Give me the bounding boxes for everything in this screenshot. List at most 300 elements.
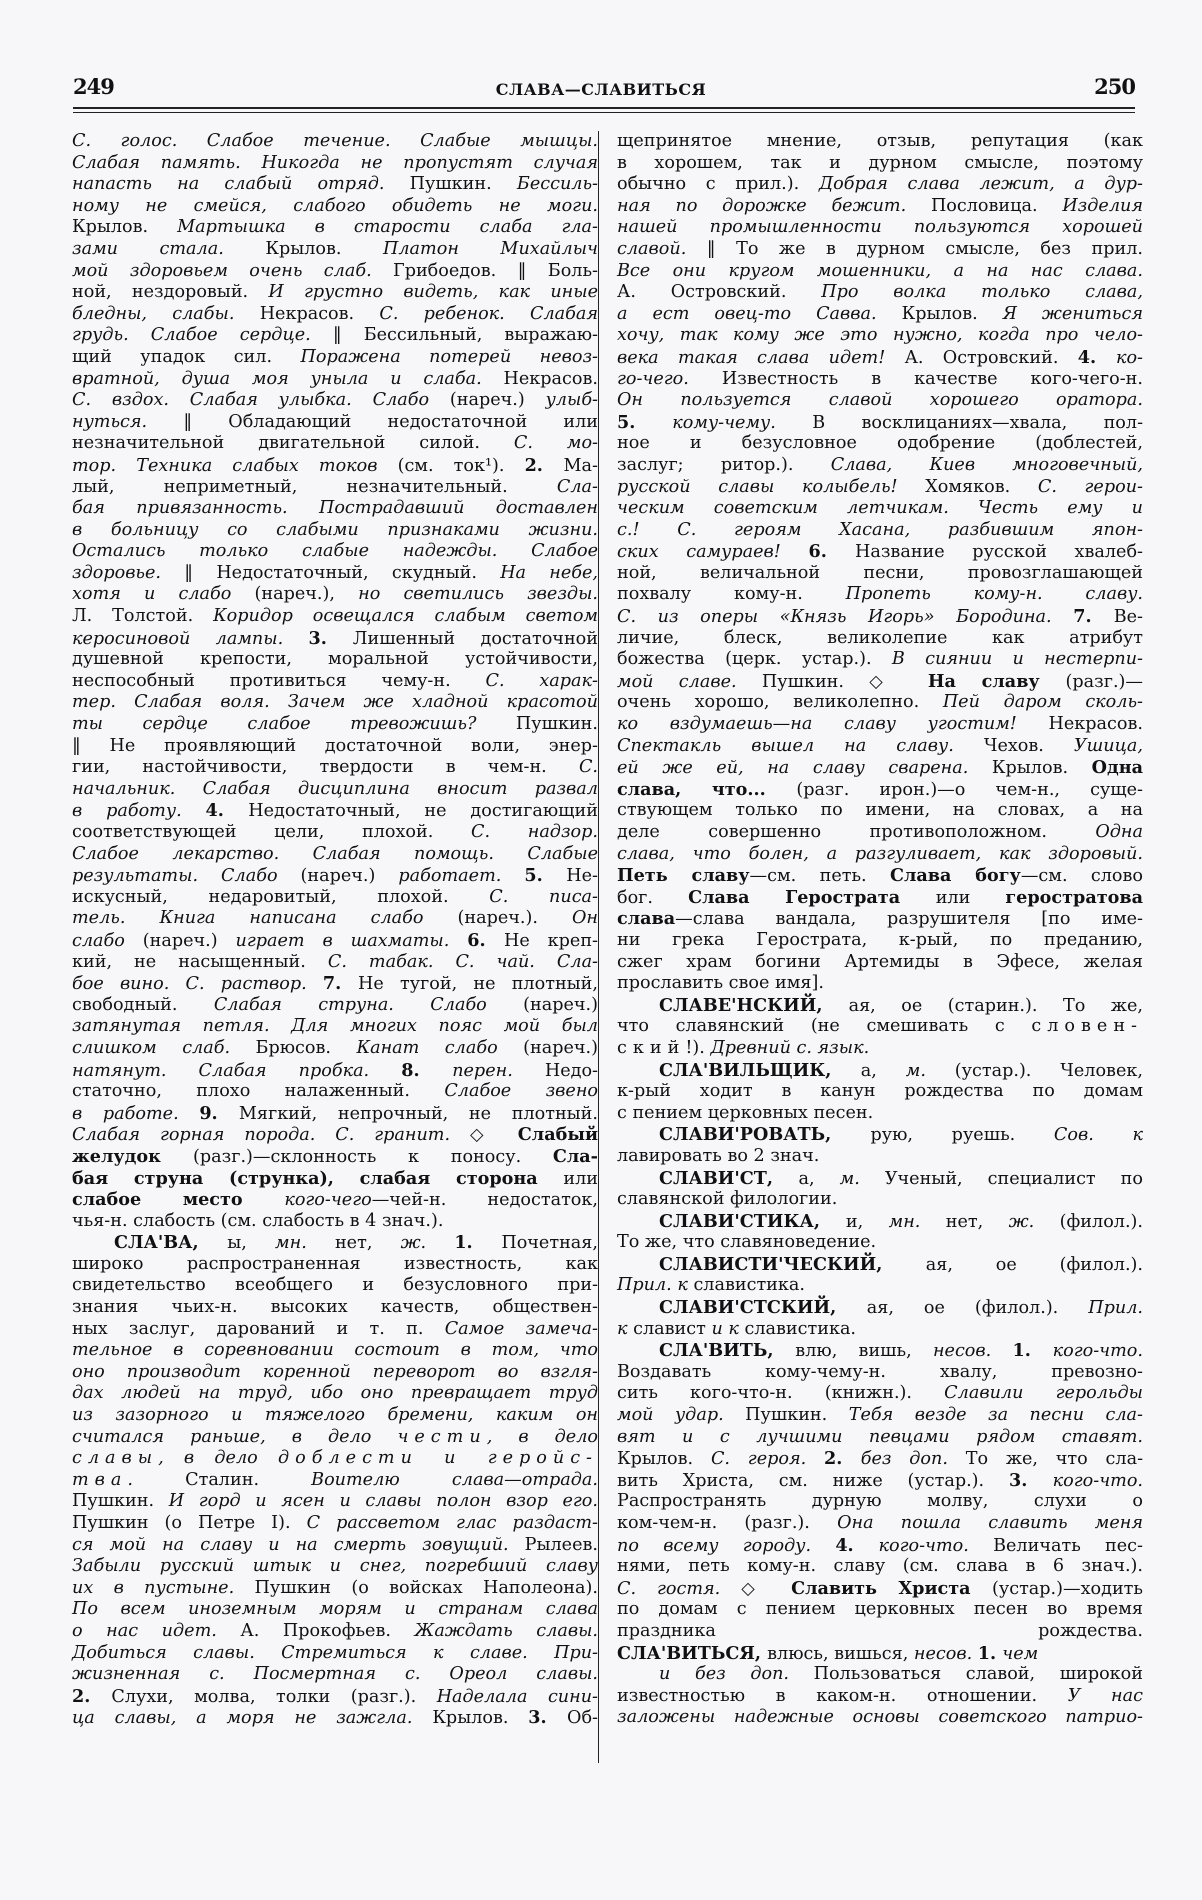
entry-text: душевной крепости, моральной устойчивости,: [72, 649, 598, 670]
text-line: [72, 1664, 598, 1686]
text-line: [617, 908, 1143, 930]
headword-text: слабое место: [72, 1189, 285, 1211]
text-line: [72, 757, 598, 779]
running-head: СЛАВА—СЛАВИТЬСЯ: [495, 80, 707, 99]
text-line: [72, 1340, 598, 1362]
entry-text: дах людей на труд, ибо оно превращает труд: [72, 1383, 598, 1404]
entry-text: личие, блеск, великолепие как атрибут: [617, 627, 1143, 648]
text-line: [617, 347, 1143, 369]
entry-text: славы: [72, 1448, 159, 1469]
entry-text: Слабое звено: [444, 1081, 599, 1102]
text-line: [72, 887, 598, 909]
headword-text: СЛА'ВИЛЬЩИК,: [659, 1059, 861, 1081]
entry-text: щепринятое мнение, отзыв, репутация (как: [617, 131, 1143, 151]
entry-text: Воителю слава—отрада.: [311, 1469, 599, 1490]
entry-text: по домам с пением церковных песен во время: [617, 1599, 1143, 1620]
entry-text: —см. петь.: [749, 866, 890, 887]
entry-text: Сов. к: [1053, 1125, 1143, 1146]
entry-text: заложены надежные основы советского патрио-: [617, 1707, 1143, 1728]
entry-text: Крылов.: [72, 217, 178, 238]
headword-text: СЛАВИ'СТ,: [659, 1167, 799, 1189]
text-line: [72, 347, 598, 369]
entry-text: из зазорного и тяжелого бремени, каким он: [72, 1405, 598, 1426]
text-line: [617, 1470, 1143, 1492]
text-line: [617, 930, 1143, 952]
entry-text: Канат слабо: [356, 1037, 524, 1058]
headword-text: СЛА'ВИТЬ,: [659, 1340, 796, 1362]
entry-text: ая, ое (старин.). То же,: [848, 995, 1143, 1016]
headword-text: 7.: [322, 973, 359, 995]
entry-text: улыб-: [545, 390, 598, 411]
text-line: [72, 779, 598, 801]
text-line: [617, 433, 1143, 455]
entry-text: грудь. Слабое сердце.: [72, 325, 333, 346]
entry-text: известностью в каком-н. отношении.: [617, 1685, 1068, 1706]
entry-text: С. вздох. Слабая улыбка. Слабо: [72, 390, 450, 411]
text-line: [617, 325, 1143, 347]
entry-text: к: [617, 1318, 634, 1339]
text-line: [617, 1211, 1143, 1233]
entry-text: С. харак-: [485, 670, 598, 691]
entry-text: ствующем только по имени, на словах, а на: [617, 800, 1143, 821]
text-line: [72, 412, 598, 434]
entry-text: Пропеть кому-н. славу.: [845, 584, 1143, 605]
entry-text: (нареч.): [300, 866, 399, 887]
entry-text: Крылов.: [265, 238, 384, 259]
entry-text: в работе.: [72, 1103, 200, 1124]
text-line: [72, 1168, 598, 1190]
entry-text: натянут. Слабая пробка.: [72, 1060, 402, 1081]
text-line: [617, 1621, 1143, 1643]
entry-text: Грибоедов. ‖ Боль-: [393, 260, 598, 281]
entry-text: Пушкин.: [745, 1405, 849, 1426]
entry-text: ческим советским летчикам. Честь ему и: [617, 498, 1143, 519]
text-line: [617, 865, 1143, 887]
entry-text: Прил. к: [617, 1275, 694, 1296]
entry-text: вить Христа, см. ниже (устар.).: [617, 1470, 1009, 1491]
headword-text: 4.: [205, 800, 249, 822]
entry-text: прославить свое имя].: [617, 973, 824, 994]
text-line: [617, 714, 1143, 736]
text-line: [72, 1707, 598, 1729]
entry-text: славянской филологии.: [617, 1189, 838, 1210]
entry-text: Спектакль вышел на славу.: [617, 735, 984, 756]
text-line: [72, 433, 598, 455]
headword-text: 1.: [1012, 1340, 1053, 1362]
entry-text: Жаждать славы.: [414, 1620, 598, 1641]
entry-text: кому-чему.: [672, 412, 813, 433]
entry-text: русской славы колыбель!: [617, 476, 926, 497]
entry-text: А. Прокофьев.: [240, 1620, 415, 1641]
text-line: [617, 606, 1143, 628]
text-line: [617, 1319, 1143, 1341]
entry-text: Слабая память. Никогда не пропустят случая: [72, 152, 598, 173]
entry-text: В сиянии и нестерпи-: [891, 649, 1143, 670]
text-line: [72, 1362, 598, 1384]
text-line: [617, 973, 1143, 995]
entry-text: Коридор освещался слабым светом: [213, 606, 598, 627]
text-line: [617, 1383, 1143, 1405]
entry-text: мн.: [275, 1233, 335, 1254]
entry-text: (устар.). Человек,: [954, 1060, 1143, 1081]
entry-text: Ученый, специалист по: [884, 1168, 1143, 1189]
text-line: [617, 153, 1143, 175]
entry-text: (разг.)—склонность к поносу.: [193, 1146, 553, 1167]
text-line: [72, 628, 598, 650]
entry-text: славой.: [617, 238, 707, 259]
entry-text: кого-чего: [284, 1190, 372, 1211]
entry-text: а ест овец-то Савва.: [617, 303, 902, 324]
entry-text: широко распространенная известность, как: [72, 1253, 598, 1274]
entry-text: —чей-н. недостаток,: [371, 1190, 598, 1211]
text-line: [72, 1038, 598, 1060]
entry-text: слишком слаб.: [72, 1037, 256, 1058]
text-line: [72, 800, 598, 822]
entry-text: щий упадок сил.: [72, 346, 301, 367]
text-line: [72, 1556, 598, 1578]
entry-text: божества (церк. устар.).: [617, 649, 892, 670]
entry-text: мой здоровьем очень слаб.: [72, 260, 394, 281]
headword-text: 6.: [467, 929, 505, 951]
text-line: [617, 736, 1143, 758]
entry-text: Почетная,: [501, 1233, 598, 1254]
entry-text: С рассветом глас раздаст-: [306, 1513, 598, 1533]
text-line: [617, 995, 1143, 1017]
entry-text: словен-: [1031, 1016, 1143, 1037]
entry-text: работает.: [398, 866, 525, 887]
headword-text: слава, что...: [617, 778, 797, 800]
text-line: [72, 1103, 598, 1125]
entry-text: и к: [711, 1318, 745, 1339]
entry-text: бог.: [617, 887, 689, 908]
text-line: [617, 800, 1143, 822]
entry-text: (устар.)—ходить: [992, 1578, 1143, 1599]
entry-text: без доп.: [860, 1449, 966, 1470]
entry-text: Сталин.: [185, 1469, 312, 1490]
entry-text: В восклицаниях—хвала, пол-: [812, 412, 1144, 433]
entry-text: Она пошла славить меня: [837, 1513, 1144, 1533]
entry-text: То же, что славяноведение.: [617, 1232, 877, 1253]
entry-text: перен.: [452, 1060, 545, 1081]
entry-text: То же, что сла-: [965, 1449, 1144, 1470]
entry-text: Пушкин.: [409, 174, 517, 195]
text-line: [617, 628, 1143, 650]
entry-text: Бессиль-: [516, 174, 598, 195]
entry-text: Одна: [1095, 822, 1143, 842]
entry-text: Брюсов.: [255, 1037, 357, 1058]
text-line: [617, 131, 1143, 153]
entry-text: тельное в соревновании состоит в том, что: [72, 1340, 598, 1361]
entry-text: Пушкин. ◇: [761, 671, 928, 692]
page-number-left: 249: [73, 74, 114, 99]
entry-text: и,: [845, 1211, 889, 1232]
text-line: [617, 1491, 1143, 1513]
entry-text: Крылов.: [617, 1449, 711, 1470]
text-line: [72, 1427, 598, 1449]
text-line: [72, 1491, 598, 1513]
entry-text: Добиться славы. Стремиться к славе. При-: [72, 1642, 598, 1663]
entry-text: С. гостя.: [617, 1578, 742, 1599]
entry-text: вят и с лучшими певцами рядом ставят.: [617, 1426, 1143, 1447]
text-line: [617, 1189, 1143, 1211]
entry-text: ной, нездоровый.: [72, 282, 269, 303]
text-line: [617, 822, 1143, 844]
entry-text: тер. Слабая воля. Зачем же хладной красотой: [72, 692, 598, 713]
entry-text: С. ребенок. Слабая: [379, 303, 599, 324]
entry-text: (см. ток¹).: [397, 455, 525, 476]
headword-text: 1.: [454, 1232, 502, 1254]
text-line: [617, 757, 1143, 779]
entry-text: несов.: [932, 1341, 1013, 1362]
entry-text: чести: [397, 1426, 487, 1447]
header-rule-bottom: [73, 112, 1135, 113]
entry-text: а,: [860, 1060, 906, 1081]
headword-text: геростратова: [1005, 886, 1143, 908]
text-line: [72, 131, 598, 153]
text-line: [72, 1081, 598, 1103]
entry-text: Ушица,: [1073, 735, 1143, 756]
text-line: [72, 1448, 598, 1470]
entry-text: ной, величальной песни, провозглашающей: [617, 562, 1143, 583]
entry-text: свободный.: [72, 994, 214, 1015]
text-line: [72, 649, 598, 671]
entry-text: ко вздумаешь—на славу угостим!: [617, 714, 1049, 735]
entry-text: тель. Книга написана слабо: [72, 908, 458, 929]
headword-text: СЛАВЕ'НСКИЙ,: [659, 994, 849, 1016]
text-line: [72, 1686, 598, 1708]
entry-text: Хомяков.: [925, 476, 1038, 497]
text-line: [72, 563, 598, 585]
entry-text: У нас: [1067, 1685, 1143, 1706]
text-line: [72, 390, 598, 412]
text-line: [617, 563, 1143, 585]
text-line: [72, 606, 598, 628]
text-line: [72, 952, 598, 974]
text-line: [72, 1513, 598, 1535]
entry-text: Пословица.: [930, 195, 1063, 216]
entry-text: ко-: [1115, 347, 1143, 368]
text-line: [617, 584, 1143, 606]
entry-text: Недо-: [544, 1060, 598, 1081]
entry-text: Пушкин (о войсках Наполеона).: [254, 1577, 598, 1598]
headword-text: 7.: [1073, 606, 1114, 628]
entry-text: Тебя везде за песни сла-: [848, 1405, 1143, 1426]
entry-text: Распространять дурную молву, слухи о: [617, 1491, 1143, 1512]
headword-text: Слава Герострата: [688, 886, 936, 908]
entry-text: сить кого-что-н. (книжн.).: [617, 1383, 945, 1404]
entry-text: Недостаточный, не достигающий: [248, 801, 598, 822]
entry-text: века такая слава идет!: [617, 347, 905, 368]
entry-text: Добрая слава лежит, а дур-: [818, 174, 1143, 195]
entry-text: (нареч.).: [457, 908, 572, 929]
entry-text: хотя и слабо: [72, 584, 255, 605]
text-line: [617, 1362, 1143, 1384]
entry-text: И горд и ясен и славы полон взор его.: [168, 1491, 598, 1512]
entry-text: м.: [905, 1060, 955, 1081]
entry-text: гии, настойчивости, твердости в чем-н.: [72, 757, 579, 778]
entry-text: лавировать во 2 знач.: [617, 1145, 820, 1166]
text-line: [617, 174, 1143, 196]
entry-text: ж.: [1008, 1211, 1060, 1232]
entry-text: ца славы, а моря не зажгла.: [72, 1708, 433, 1729]
entry-text: похвалу кому-н.: [617, 584, 846, 605]
headword-text: Одна: [1091, 757, 1143, 779]
entry-text: ни грека Герострата, к-рый, по преданию,: [617, 929, 1143, 950]
entry-text: с.! С. героям Хасана, разбившим япон-: [617, 519, 1143, 540]
text-line: [617, 1168, 1143, 1190]
entry-text: , в дело: [158, 1448, 278, 1469]
text-line: [72, 1232, 598, 1254]
entry-text: Известность в качестве кого-чего-н.: [721, 368, 1143, 389]
headword-text: Славить Христа: [791, 1577, 992, 1599]
entry-text: (нареч.): [449, 390, 546, 411]
column-divider: [598, 131, 599, 1763]
text-line: [617, 1427, 1143, 1449]
headword-text: 3.: [308, 627, 353, 649]
entry-text: (нареч.): [523, 994, 599, 1015]
entry-text: Остались только слабые надежды. Слабое: [72, 541, 598, 562]
entry-text: го-чего.: [617, 368, 722, 389]
entry-text: неспособный противиться чему-н.: [72, 670, 486, 691]
entry-text: Пушкин.: [515, 714, 598, 735]
text-line: [72, 455, 598, 477]
text-line: [72, 865, 598, 887]
headword-text: Сла-: [552, 1145, 598, 1167]
entry-text: нет,: [334, 1233, 401, 1254]
text-line: [72, 1275, 598, 1297]
headword-text: Слабый: [517, 1124, 599, 1146]
entry-text: мой славе.: [617, 671, 762, 692]
entry-text: , в дело: [486, 1426, 598, 1447]
entry-text: ная по дорожке бежит.: [617, 195, 931, 216]
entry-text: бое вино. С. раствор.: [72, 974, 323, 995]
entry-text: мой удар.: [617, 1405, 746, 1426]
text-line: [617, 1297, 1143, 1319]
entry-text: ая, ое (филол.).: [925, 1254, 1143, 1275]
entry-text: (нареч.),: [254, 584, 359, 605]
text-line: [72, 1016, 598, 1038]
text-line: [72, 1643, 598, 1665]
entry-text: деле совершенно противоположном.: [617, 822, 1096, 842]
entry-text: о нас идет.: [72, 1620, 241, 1641]
text-line: [72, 1405, 598, 1427]
entry-text: Об-: [567, 1708, 598, 1729]
entry-text: по всему городу.: [617, 1535, 836, 1556]
entry-text: м.: [839, 1168, 885, 1189]
entry-text: к-рый ходит в канун рождества по домам: [617, 1081, 1143, 1102]
text-line: [72, 736, 598, 758]
headword-text: 2.: [72, 1685, 112, 1707]
text-line: [617, 779, 1143, 801]
entry-text: или: [563, 1168, 598, 1189]
text-line: [617, 1016, 1143, 1038]
entry-text: считался раньше, в дело: [72, 1426, 398, 1447]
headword-text: 5.: [524, 865, 567, 887]
entry-text: Величать пес-: [993, 1535, 1143, 1556]
text-line: [617, 390, 1143, 412]
entry-text: Название русской хвалеб-: [855, 542, 1144, 563]
entry-text: здоровье.: [72, 562, 185, 583]
entry-text: Слава, Киев многовечный,: [830, 454, 1143, 475]
entry-text: сжег храм богини Артемиды в Эфесе, желая: [617, 951, 1143, 972]
text-line: [617, 887, 1143, 909]
entry-text: Рылеев.: [524, 1534, 598, 1555]
entry-text: напасть на слабый отряд.: [72, 174, 410, 195]
entry-text: Ма-: [563, 455, 598, 476]
text-line: [72, 1319, 598, 1341]
text-line: [617, 1599, 1143, 1621]
entry-text: но светились звезды.: [358, 584, 598, 605]
right-column: [617, 131, 1143, 1729]
entry-text: Славили герольды: [944, 1383, 1143, 1404]
text-line: [72, 1470, 598, 1492]
entry-text: Платон Михайлыч: [383, 238, 598, 259]
entry-text: результаты. Слабо: [72, 866, 301, 887]
entry-text: С. голос. Слабое течение. Слабые мышцы.: [72, 131, 598, 151]
entry-text: Все они кругом мошенники, а на нас слава.: [617, 260, 1143, 281]
entry-text: ному не смейся, слабого обидеть не моги.: [72, 195, 598, 216]
entry-text: (нареч.): [523, 1037, 598, 1058]
entry-text: С. мо-: [513, 433, 598, 454]
headword-text: 3.: [1008, 1469, 1053, 1491]
entry-text: (филол.).: [1059, 1211, 1144, 1232]
text-line: [72, 153, 598, 175]
entry-text: ский: [617, 1037, 686, 1058]
entry-text: Наделала сини-: [436, 1686, 598, 1707]
entry-text: ских самураев!: [617, 542, 809, 563]
text-line: [72, 1599, 598, 1621]
entry-text: Изделия: [1062, 195, 1143, 216]
entry-text: ное и безусловное одобрение (доблестей,: [617, 433, 1143, 454]
entry-text: слабо: [72, 930, 143, 951]
entry-text: На небе,: [500, 562, 599, 583]
entry-text: жизненная с. Посмертная с. Ореол славы.: [72, 1664, 598, 1685]
text-line: [617, 369, 1143, 391]
entry-text: и без доп.: [659, 1664, 814, 1685]
text-line: [617, 217, 1143, 239]
headword-text: На славу: [927, 670, 1066, 692]
headword-text: 4.: [835, 1534, 879, 1556]
text-line: [72, 671, 598, 693]
text-line: [72, 239, 598, 261]
entry-text: тва: [72, 1469, 128, 1490]
entry-text: обычно с прил.).: [617, 174, 819, 195]
text-line: [617, 477, 1143, 499]
entry-text: зами стала.: [72, 238, 266, 259]
text-line: [72, 908, 598, 930]
entry-text: Некрасов.: [1048, 714, 1143, 735]
text-line: [617, 239, 1143, 261]
entry-text: кий, не насыщенный.: [72, 951, 328, 972]
text-line: [72, 1254, 598, 1276]
text-line: [617, 1038, 1143, 1060]
text-line: [72, 1578, 598, 1600]
entry-text: Слабая горная порода. С. гранит.: [72, 1125, 470, 1146]
text-line: [617, 1146, 1143, 1168]
entry-text: С. герои-: [1037, 476, 1143, 497]
entry-text: .: [127, 1469, 186, 1490]
entry-text: затянутая петля. Для многих пояс мой был: [72, 1016, 598, 1037]
entry-text: славист: [633, 1318, 712, 1339]
entry-text: Пей даром сколь-: [942, 692, 1143, 713]
entry-text: соответствующей цели, плохой.: [72, 822, 472, 842]
text-line: [617, 282, 1143, 304]
entry-text: нуться.: [72, 411, 184, 432]
entry-text: вратной, душа моя уныла и слаба.: [72, 368, 504, 389]
entry-text: Не креп-: [504, 930, 598, 951]
text-line: [617, 196, 1143, 218]
text-line: [617, 1254, 1143, 1276]
